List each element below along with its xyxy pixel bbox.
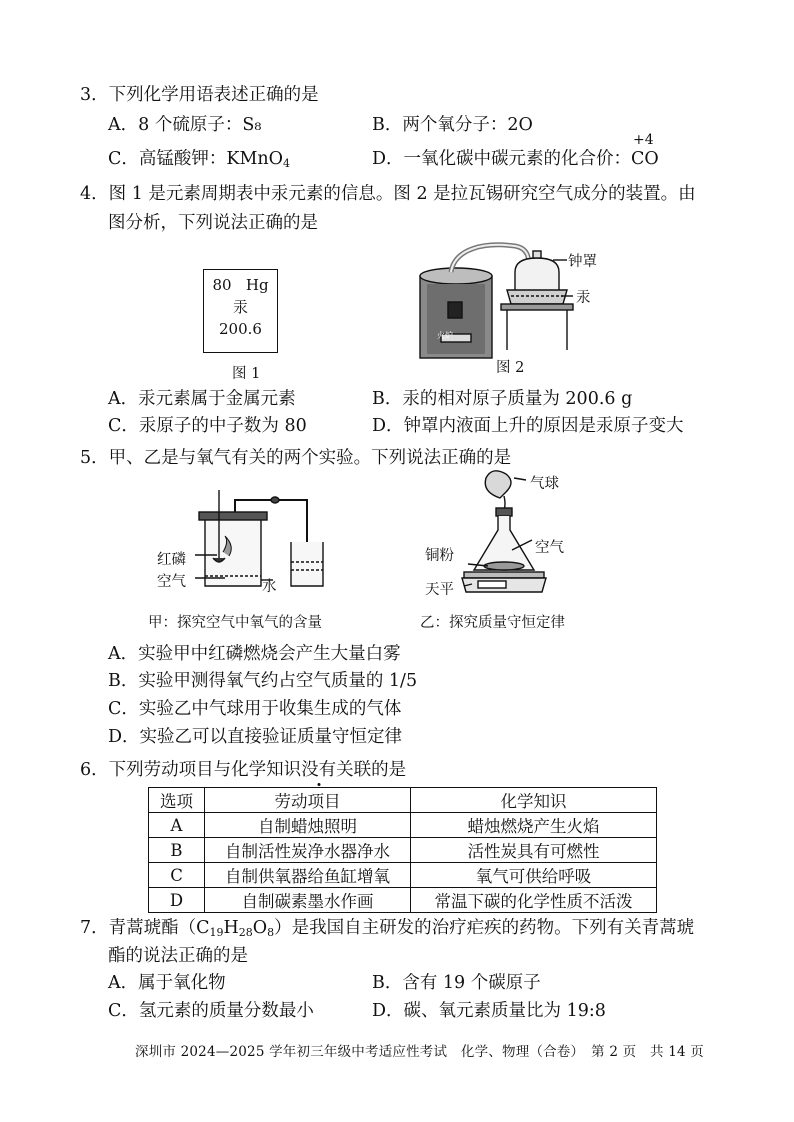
table-header: 化学知识	[411, 788, 657, 813]
q5-option-b: B．实验甲测得氧气约占空气质量的 1/5	[108, 671, 418, 691]
table-cell: 蜡烛燃烧产生火焰	[411, 813, 657, 838]
q7-sub-19: 19	[209, 926, 224, 939]
table-cell: A	[149, 813, 205, 838]
element-number: 80	[212, 276, 232, 294]
q7-option-c: C．氢元素的质量分数最小	[108, 1001, 314, 1021]
experiment-b-caption: 乙：探究质量守恒定律	[420, 615, 565, 631]
q5-option-d: D．实验乙可以直接验证质量守恒定律	[108, 727, 403, 747]
flask-stopper	[496, 508, 512, 516]
clamp	[271, 497, 279, 503]
table-header: 劳动项目	[205, 788, 411, 813]
furnace-top	[420, 268, 492, 284]
balloon-label: 气球	[530, 476, 559, 492]
table-cell: 自制供氧器给鱼缸增氧	[205, 863, 411, 888]
q3-option-d	[372, 132, 659, 172]
bell-jar-label: 钟罩	[568, 254, 597, 270]
copper-powder-label: 铜粉	[425, 548, 454, 564]
table-cell: 自制活性炭净水器净水	[205, 838, 411, 863]
element-card-top	[204, 274, 277, 296]
q7-option-b: B．含有 19 个碳原子	[372, 973, 541, 993]
table-cell: 自制蜡烛照明	[205, 813, 411, 838]
air-label-a: 空气	[157, 574, 186, 590]
bottle-stopper	[199, 512, 267, 520]
water-label: 水	[262, 579, 277, 595]
element-name: 汞	[232, 298, 248, 316]
copper-powder	[484, 562, 524, 570]
q3-option-d-text: D．一氧化碳中碳元素的化合价：	[372, 149, 632, 169]
balance-pan	[464, 572, 544, 578]
q7-sub-28: 28	[238, 926, 253, 939]
q6-stem	[80, 757, 406, 783]
q4-option-c: C．汞原子的中子数为 80	[108, 416, 307, 436]
q7-h: H	[223, 918, 239, 938]
table-cell: 常温下碳的化学性质不活泼	[411, 888, 657, 913]
element-card-mercury	[203, 269, 278, 353]
table-cell: 氧气可供给呼吸	[411, 863, 657, 888]
q3-option-c-text: C．高锰酸钾：KMnO	[108, 149, 283, 169]
furnace-door	[448, 302, 462, 318]
balance-label: 天平	[425, 582, 454, 598]
q3-stem: 3．下列化学用语表述正确的是	[80, 85, 319, 105]
table-row	[149, 888, 657, 913]
table-cell: 活性炭具有可燃性	[411, 838, 657, 863]
table-row	[149, 838, 657, 863]
fig1-caption: 图 1	[232, 366, 261, 382]
q7-stem-line1	[80, 915, 694, 946]
experiment-a-caption: 甲：探究空气中氧气的含量	[148, 615, 322, 631]
q4-stem-line1: 4．图 1 是元素周期表中汞元素的信息。图 2 是拉瓦锡研究空气成分的装置。由	[80, 184, 696, 204]
element-symbol: Hg	[245, 276, 269, 294]
table-cell: B	[149, 838, 205, 863]
table-row	[149, 813, 657, 838]
q3-option-b: B．两个氧分子：2O	[372, 115, 533, 135]
q3-option-c-subscript: 4	[283, 157, 290, 170]
q5-option-a: A．实验甲中红磷燃烧会产生大量白雾	[108, 644, 401, 664]
q3-option-d-valence: +4	[633, 132, 654, 148]
q6-stem-emphasis: 没有	[301, 760, 337, 780]
page-footer: 深圳市 2024—2025 学年初三年级中考适应性考试 化学、物理（合卷） 第 2 页 共 14 页	[135, 1044, 704, 1060]
q6-stem-pre: 6．下列劳动项目与化学知识	[80, 760, 302, 780]
q3-option-d-formula: CO	[631, 149, 659, 169]
q7-stem-post: ）是我国自主研发的治疗疟疾的药物。下列有关青蒿琥	[274, 918, 695, 938]
q5-option-c: C．实验乙中气球用于收集生成的气体	[108, 699, 402, 719]
table-header: 选项	[149, 788, 205, 813]
q7-option-d: D．碳、氧元素质量比为 19:8	[372, 1001, 606, 1021]
q3-option-c	[108, 146, 290, 177]
q3-option-d-oxidation	[631, 132, 659, 172]
furnace-label: 火炉	[437, 331, 453, 340]
q7-sub-8: 8	[267, 926, 275, 939]
q4-option-a: A．汞元素属于金属元素	[108, 389, 296, 409]
q4-stem-line2: 图分析，下列说法正确的是	[108, 213, 318, 233]
q7-stem-pre: 7．青蒿琥酯（C	[80, 918, 210, 938]
red-phosphorus-label: 红磷	[157, 552, 186, 568]
q7-o: O	[252, 918, 268, 938]
q4-option-d: D．钟罩内液面上升的原因是汞原子变大	[372, 416, 684, 436]
mercury-label: 汞	[576, 290, 591, 306]
bell-jar	[515, 258, 559, 294]
air-label-b: 空气	[535, 540, 564, 556]
balloon	[485, 471, 511, 498]
beaker	[291, 542, 323, 586]
table-cell: D	[149, 888, 205, 913]
q6-stem-post: 关联的是	[336, 760, 407, 780]
q7-stem-line2: 酯的说法正确的是	[108, 946, 248, 966]
element-mass: 200.6	[219, 320, 262, 338]
mercury-trough	[507, 290, 567, 304]
q5-stem: 5．甲、乙是与氧气有关的两个实验。下列说法正确的是	[80, 448, 512, 468]
table-cell: 自制碳素墨水作画	[205, 888, 411, 913]
stand-top	[501, 304, 573, 310]
table-cell: C	[149, 863, 205, 888]
table-row	[149, 863, 657, 888]
q3-option-a: A．8 个硫原子：S₈	[108, 115, 262, 135]
q7-option-a: A．属于氧化物	[108, 973, 226, 993]
q6-table	[148, 787, 657, 913]
q4-option-b: B．汞的相对原子质量为 200.6 g	[372, 389, 633, 409]
table-header-row	[149, 788, 657, 813]
fig2-caption: 图 2	[496, 360, 525, 376]
